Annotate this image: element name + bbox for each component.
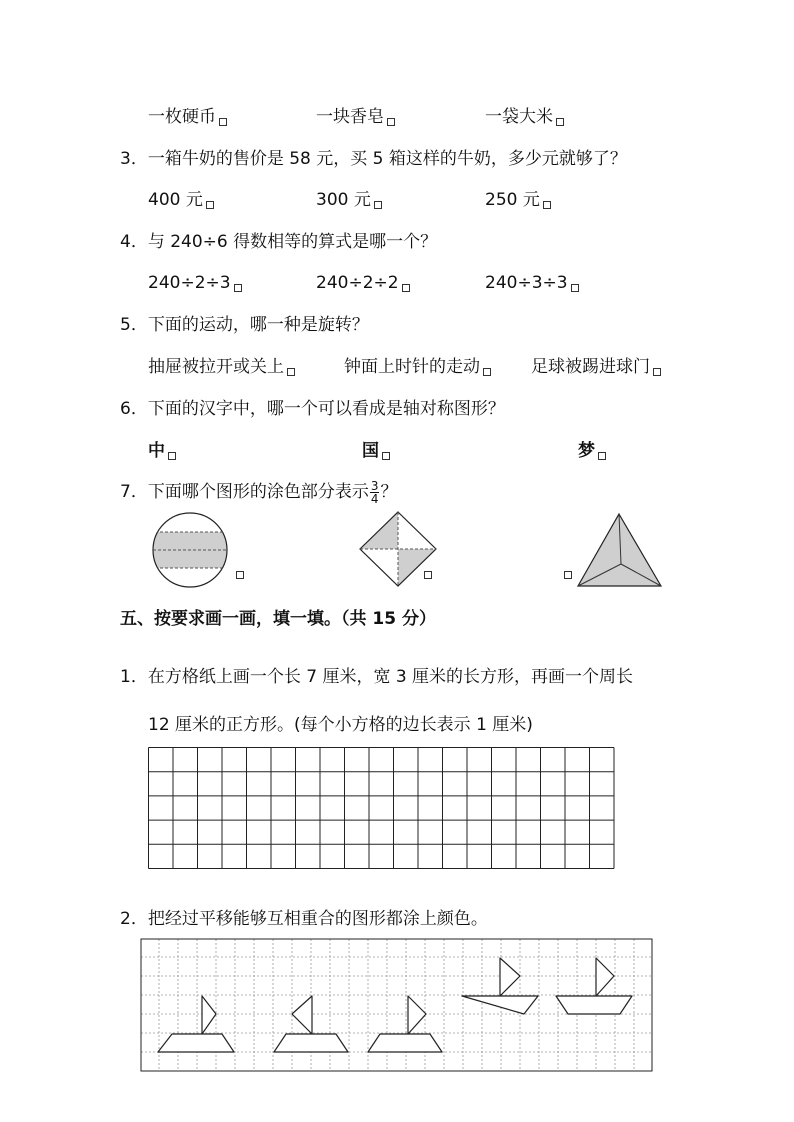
s5-question-1-line-1: 1．在方格纸上画一个长 7 厘米，宽 3 厘米的长方形，再画一个周长 — [120, 667, 634, 687]
question-5-stem: 5．下面的运动，哪一种是旋转？ — [120, 315, 369, 335]
boat-shape-3 — [368, 996, 442, 1052]
q6-option-b: 国 — [362, 440, 390, 462]
q4-option-a: 240÷2÷3 — [148, 272, 242, 294]
prev-option-3: 一袋大米 — [485, 106, 564, 128]
s5-question-2: 2．把经过平移能够互相重合的图形都涂上颜色。 — [120, 909, 488, 929]
q6-option-a: 中 — [148, 440, 176, 462]
answer-box[interactable] — [206, 201, 214, 209]
q3-option-b: 300 元 — [316, 189, 382, 211]
q5-option-a: 抽屉被拉开或关上 — [148, 356, 295, 378]
prev-option-2: 一块香皂 — [316, 106, 395, 128]
answer-box[interactable] — [571, 284, 579, 292]
q3-option-c: 250 元 — [485, 189, 551, 211]
answer-box[interactable] — [653, 368, 661, 376]
answer-box-figure-c[interactable] — [564, 571, 572, 579]
prev-option-1: 一枚硬币 — [148, 106, 227, 128]
q4-option-c: 240÷3÷3 — [485, 272, 579, 294]
fraction-three-quarters: $\frac{3}{4}$ — [370, 478, 379, 506]
answer-box[interactable] — [598, 452, 606, 460]
q5-option-c: 足球被踢进球门 — [531, 356, 661, 378]
answer-box[interactable] — [556, 118, 564, 126]
drawing-grid[interactable] — [148, 747, 618, 870]
question-6-stem: 6．下面的汉字中，哪一个可以看成是轴对称图形？ — [120, 399, 505, 419]
answer-box[interactable] — [402, 284, 410, 292]
question-4-stem: 4．与 240÷6 得数相等的算式是哪一个？ — [120, 232, 438, 252]
s5-question-1-line-2: 12 厘米的正方形。(每个小方格的边长表示 1 厘米) — [148, 715, 533, 735]
section-5-title: 五、按要求画一画，填一填。（共 15 分） — [120, 609, 436, 629]
translation-grid[interactable] — [140, 938, 654, 1074]
triangle-figure — [576, 512, 664, 588]
answer-box[interactable] — [387, 118, 395, 126]
q6-option-c: 梦 — [578, 440, 606, 462]
q4-option-b: 240÷2÷2 — [316, 272, 410, 294]
question-3-stem: 3．一箱牛奶的售价是 58 元，买 5 箱这样的牛奶，多少元就够了？ — [120, 149, 627, 169]
boat-shape-2 — [274, 996, 348, 1052]
question-7-stem: 7．下面哪个图形的涂色部分表示 $\frac{3}{4}$ ？ — [120, 478, 398, 506]
boat-shape-1 — [158, 996, 234, 1052]
circle-figure — [150, 512, 234, 588]
answer-box[interactable] — [483, 368, 491, 376]
answer-box[interactable] — [382, 452, 390, 460]
answer-box[interactable] — [234, 284, 242, 292]
q3-option-a: 400 元 — [148, 189, 214, 211]
answer-box[interactable] — [374, 201, 382, 209]
answer-box[interactable] — [543, 201, 551, 209]
boat-shape-5 — [556, 958, 632, 1014]
answer-box[interactable] — [287, 368, 295, 376]
q5-option-b: 钟面上时针的走动 — [344, 356, 491, 378]
answer-box-figure-a[interactable] — [236, 571, 244, 579]
boat-shape-4 — [462, 958, 538, 1014]
answer-box-figure-b[interactable] — [424, 571, 432, 579]
answer-box[interactable] — [219, 118, 227, 126]
answer-box[interactable] — [168, 452, 176, 460]
